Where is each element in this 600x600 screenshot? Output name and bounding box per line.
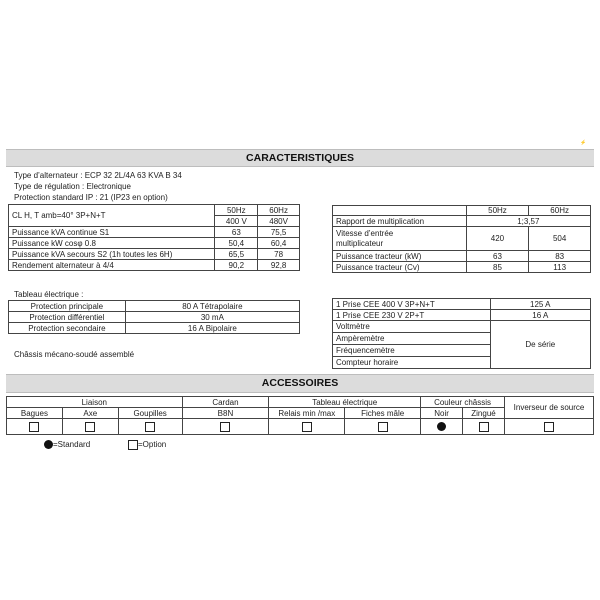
table-row	[333, 251, 591, 262]
instrument-label: Compteur horaire	[333, 357, 491, 369]
legend-standard-label: =Standard	[53, 440, 91, 449]
accessories-table	[6, 396, 594, 435]
row-label: Puissance kW cosφ 0.8	[9, 238, 215, 249]
row-value-50: 65,5	[215, 249, 258, 260]
option-box-icon	[128, 440, 138, 450]
fiches-option	[345, 419, 421, 435]
caracteristiques-title: CARACTERISTIQUES	[246, 152, 354, 164]
row-value-60: 78	[258, 249, 300, 260]
legend-option-label: =Option	[138, 440, 167, 450]
item-fiches: Fiches mâle	[345, 408, 421, 419]
zingue-option	[463, 419, 505, 435]
table-row	[9, 301, 300, 312]
tableau-label: Tableau électrique :	[14, 290, 84, 299]
standard-dot-icon	[44, 440, 53, 449]
row-label: Puissance kVA continue S1	[9, 227, 215, 238]
col-50hz: 50Hz	[215, 205, 258, 216]
table-row	[9, 323, 300, 334]
instrument-label: Fréquencemètre	[333, 345, 491, 357]
speed-50: 420	[466, 227, 529, 251]
item-zingue: Zingué	[463, 408, 505, 419]
table-row	[9, 312, 300, 323]
speed-60: 504	[529, 227, 591, 251]
row-label: Puissance kVA secours S2 (1h toutes les 6H)	[9, 249, 215, 260]
protection-label: Protection différentiel	[9, 312, 126, 323]
option-box-icon	[85, 422, 95, 432]
kw-50: 63	[466, 251, 529, 262]
bagues-option	[7, 419, 63, 435]
group-inverseur-source: Inverseur de source	[504, 397, 593, 419]
table-row	[7, 397, 594, 408]
protection-value: 30 mA	[125, 312, 299, 323]
kw-60: 83	[529, 251, 591, 262]
header-label: CL H, T amb=40° 3P+N+T	[9, 205, 215, 227]
socket-value: 125 A	[490, 299, 590, 310]
instrument-label: Voltmètre	[333, 321, 491, 333]
option-box-icon	[145, 422, 155, 432]
option-box-icon	[479, 422, 489, 432]
alternator-type: Type d’alternateur : ECP 32 2L/4A 63 KVA B 34	[14, 171, 182, 180]
row-value-50: 90,2	[215, 260, 258, 271]
table-row	[7, 419, 594, 435]
table-row	[333, 299, 591, 310]
item-b8n: B8N	[182, 408, 269, 419]
speed-label-line1: Vitesse d’entrée	[336, 228, 394, 238]
option-box-icon	[220, 422, 230, 432]
table-row	[333, 310, 591, 321]
protection-label: Protection principale	[9, 301, 126, 312]
row-label: Rendement alternateur à 4/4	[9, 260, 215, 271]
relais-option	[269, 419, 345, 435]
table-row	[333, 262, 591, 273]
accessoires-title: ACCESSOIRES	[261, 377, 339, 389]
row-value-60: 75,5	[258, 227, 300, 238]
group-couleur-chassis: Couleur châssis	[421, 397, 505, 408]
corner-mark: ⚡	[580, 140, 587, 146]
table-row	[333, 321, 591, 333]
noir-standard	[421, 419, 463, 435]
sockets-table	[332, 298, 591, 369]
protection-value: 80 A Tétrapolaire	[125, 301, 299, 312]
socket-value: 16 A	[490, 310, 590, 321]
socket-label: 1 Prise CEE 400 V 3P+N+T	[333, 299, 491, 310]
option-box-icon	[302, 422, 312, 432]
standard-dot-icon	[437, 422, 446, 431]
table-row	[333, 227, 591, 251]
speed-label	[333, 227, 467, 251]
item-bagues: Bagues	[7, 408, 63, 419]
axe-option	[62, 419, 118, 435]
caracteristiques-header	[6, 149, 594, 167]
protection-ip: Protection standard IP : 21 (IP23 en option)	[14, 193, 168, 202]
row-value-50: 50,4	[215, 238, 258, 249]
ratio-label: Rapport de multiplication	[333, 216, 467, 227]
accessoires-header	[6, 374, 594, 393]
group-liaison: Liaison	[7, 397, 183, 408]
alternator-specs-table	[8, 204, 300, 271]
col-60hz: 60Hz	[529, 206, 591, 216]
kw-label: Puissance tracteur (kW)	[333, 251, 467, 262]
table-row	[333, 216, 591, 227]
col-50hz: 50Hz	[466, 206, 529, 216]
row-value-50: 63	[215, 227, 258, 238]
protection-label: Protection secondaire	[9, 323, 126, 334]
item-axe: Axe	[62, 408, 118, 419]
socket-label: 1 Prise CEE 230 V 2P+T	[333, 310, 491, 321]
col-60hz: 60Hz	[258, 205, 300, 216]
item-relais: Relais min /max	[269, 408, 345, 419]
voltage-480: 480V	[258, 216, 300, 227]
b8n-option	[182, 419, 269, 435]
cv-50: 85	[466, 262, 529, 273]
table-row	[333, 206, 591, 216]
table-row	[9, 249, 300, 260]
row-value-60: 92,8	[258, 260, 300, 271]
tractor-specs-table	[332, 205, 591, 273]
protection-value: 16 A Bipolaire	[125, 323, 299, 334]
voltage-400: 400 V	[215, 216, 258, 227]
option-box-icon	[29, 422, 39, 432]
instruments-value: De série	[490, 321, 590, 369]
row-value-60: 60,4	[258, 238, 300, 249]
item-goupilles: Goupilles	[118, 408, 182, 419]
option-box-icon	[378, 422, 388, 432]
regulation-type: Type de régulation : Electronique	[14, 182, 131, 191]
legend-option	[128, 440, 166, 450]
group-tableau-electrique: Tableau électrique	[269, 397, 421, 408]
cv-label: Puissance tracteur (Cv)	[333, 262, 467, 273]
chassis-text: Châssis mécano-soudé assemblé	[14, 350, 135, 359]
group-cardan: Cardan	[182, 397, 269, 408]
table-row	[9, 205, 300, 216]
option-box-icon	[544, 422, 554, 432]
cv-60: 113	[529, 262, 591, 273]
table-row	[9, 227, 300, 238]
instrument-label: Ampèremètre	[333, 333, 491, 345]
empty-cell	[333, 206, 467, 216]
goupilles-option	[118, 419, 182, 435]
inverseur-option	[504, 419, 593, 435]
ratio-value: 1;3,57	[466, 216, 590, 227]
speed-label-line2: multiplicateur	[336, 238, 384, 248]
protection-table	[8, 300, 300, 334]
item-noir: Noir	[421, 408, 463, 419]
legend-standard	[44, 440, 90, 449]
table-row	[9, 260, 300, 271]
table-row	[9, 238, 300, 249]
